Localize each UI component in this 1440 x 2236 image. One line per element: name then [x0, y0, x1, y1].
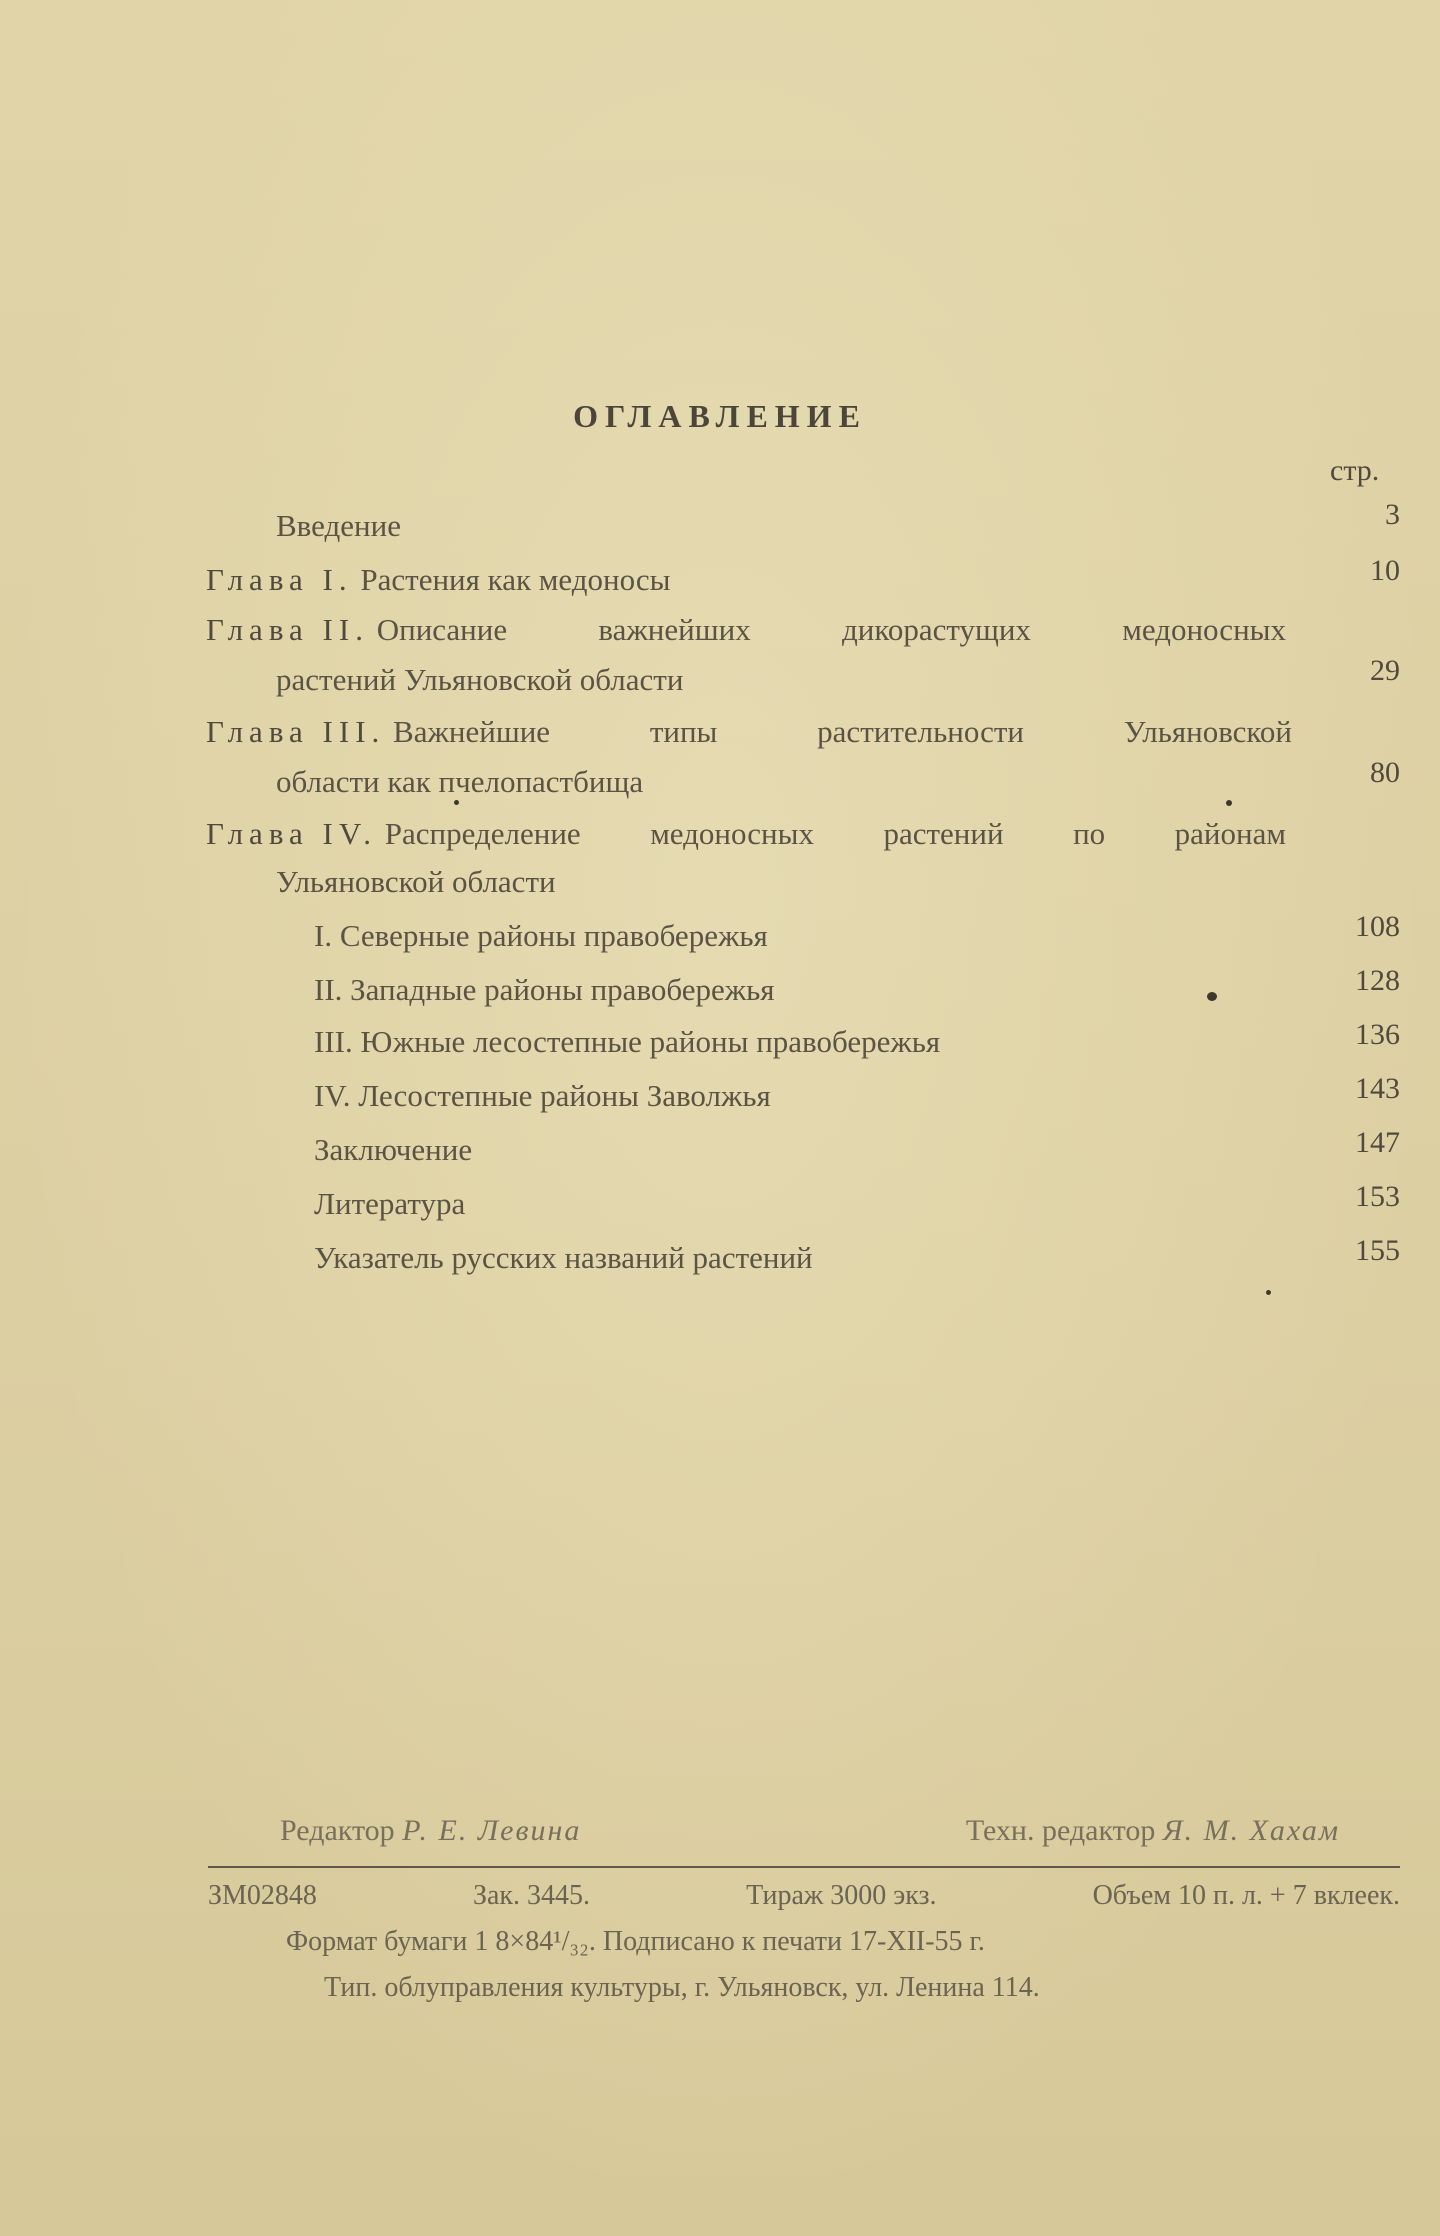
word: дикорастущих: [841, 612, 1031, 647]
word: районам: [1174, 816, 1286, 851]
toc-entry-ch4-line2: Ульяновской области: [276, 864, 556, 899]
ink-speck: [1226, 800, 1232, 806]
toc-entry-ch2-line2: растений Ульяновской области: [276, 662, 684, 697]
word: важнейших: [598, 612, 751, 647]
toc-entry-ch3-line2: области как пчелопастбища: [276, 764, 644, 799]
ink-speck: [1266, 1290, 1271, 1295]
toc-sub-page: 153: [1355, 1180, 1400, 1213]
page-column-label: стр.: [1330, 454, 1380, 487]
toc-page-intro: 3: [1385, 498, 1400, 531]
imprint-order: Зак. 3445.: [472, 1880, 591, 1911]
ink-speck: [1207, 992, 1217, 1001]
chapter-label: Глава IV.: [206, 816, 378, 851]
toc-entry-ch4-line1: [206, 816, 1286, 852]
word: растительности: [817, 714, 1024, 749]
imprint-line-3: Тип. облуправления культуры, г. Ульяновск, ул. Ленина 114.: [324, 1972, 1040, 2003]
toc-sub-page: 108: [1355, 910, 1400, 943]
toc-page-ch3: 80: [1370, 756, 1400, 789]
tech-editor-label: Техн. редактор: [965, 1814, 1156, 1847]
chapter-label: Глава II.: [206, 612, 369, 647]
toc-heading: ОГЛАВЛЕНИЕ: [573, 398, 867, 434]
word: типы: [649, 714, 718, 749]
word: Важнейшие: [393, 714, 551, 749]
toc-sub-page: 128: [1355, 964, 1400, 997]
word: медоносных: [650, 816, 814, 851]
word: Распределение: [384, 816, 581, 851]
editor-credit: [280, 1814, 581, 1848]
chapter-label: Глава III.: [206, 714, 386, 749]
toc-entry-ch1: [206, 562, 671, 598]
word: Ульяновской: [1123, 714, 1292, 749]
word: Описание: [376, 612, 508, 647]
word: по: [1073, 816, 1106, 851]
imprint-volume: Объем 10 п. л. + 7 вклеек.: [1092, 1880, 1400, 1911]
word: растений: [883, 816, 1004, 851]
editor-name: Р. Е. Левина: [402, 1814, 582, 1847]
tech-editor-name: Я. М. Хахам: [1162, 1814, 1340, 1847]
credits-line: [280, 1814, 1340, 1848]
imprint-code: ЗМ02848: [208, 1880, 317, 1911]
imprint-line-2: Формат бумаги 1 8×84¹/₃₂. Подписано к печати 17-XII-55 г.: [286, 1926, 985, 1957]
word: медоносных: [1122, 612, 1286, 647]
editor-label: Редактор: [280, 1814, 395, 1847]
toc-sub-entry: III. Южные лесостепные районы правобережья: [314, 1024, 941, 1059]
toc-sub-entry: IV. Лесостепные районы Заволжья: [314, 1078, 771, 1113]
toc-page-ch2: 29: [1370, 654, 1400, 687]
toc-sub-entry: Заключение: [314, 1132, 473, 1167]
toc-page-ch1: 10: [1370, 554, 1400, 587]
imprint-print-run: Тираж 3000 экз.: [746, 1880, 937, 1911]
toc-entry-intro: Введение: [276, 508, 401, 543]
toc-entry-ch2-line1: [206, 612, 1286, 648]
chapter-title: Растения как медоносы: [360, 562, 671, 597]
imprint-line-1: [208, 1880, 1400, 1912]
toc-sub-page: 155: [1355, 1234, 1400, 1267]
toc-sub-page: 143: [1355, 1072, 1400, 1105]
chapter-label: Глава I.: [206, 562, 353, 597]
toc-sub-entry: Указатель русских названий растений: [314, 1240, 813, 1275]
tech-editor-credit: [966, 1814, 1340, 1848]
ink-speck: [454, 800, 459, 805]
toc-sub-entry: I. Северные районы правобережья: [314, 918, 768, 953]
toc-entry-ch3-line1: [206, 714, 1292, 750]
toc-sub-entry: II. Западные районы правобережья: [314, 972, 775, 1007]
toc-sub-page: 136: [1355, 1018, 1400, 1051]
toc-sub-entry: Литература: [314, 1186, 466, 1221]
toc-sub-page: 147: [1355, 1126, 1400, 1159]
imprint-divider: [208, 1866, 1400, 1868]
